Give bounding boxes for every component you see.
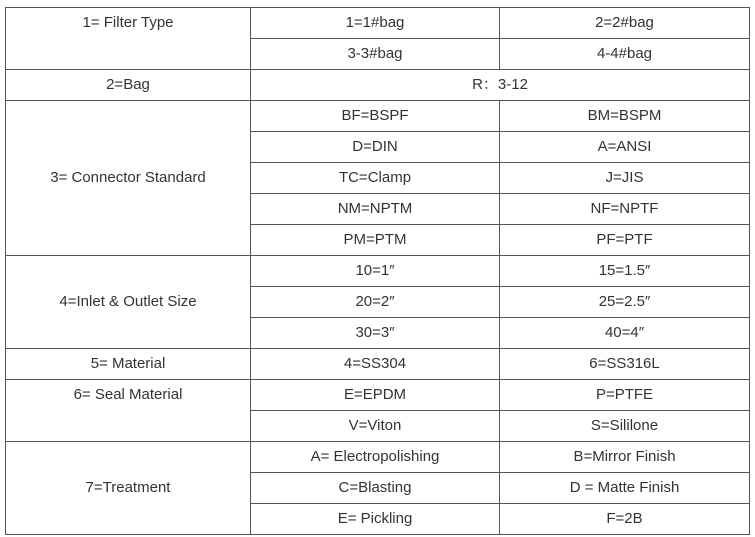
treatment-value: B=Mirror Finish — [500, 442, 750, 473]
inlet-outlet-size-value: 25=2.5″ — [500, 287, 750, 318]
inlet-outlet-size-value: 30=3″ — [251, 318, 500, 349]
filter-type-value: 1=1#bag — [251, 8, 500, 39]
table-row — [6, 8, 750, 39]
treatment-label: 7=Treatment — [6, 442, 251, 535]
table-row — [6, 442, 750, 473]
treatment-value: F=2B — [500, 504, 750, 535]
filter-type-label-cell — [6, 8, 251, 70]
connector-standard-value: BF=BSPF — [251, 101, 500, 132]
connector-standard-value: PF=PTF — [500, 225, 750, 256]
inlet-outlet-size-value: 40=4″ — [500, 318, 750, 349]
filter-type-value: 3-3#bag — [251, 39, 500, 70]
seal-material-label-cell — [6, 380, 251, 442]
seal-material-label: 6= Seal Material — [73, 386, 183, 403]
connector-standard-label: 3= Connector Standard — [6, 101, 251, 256]
seal-material-value: E=EPDM — [251, 380, 500, 411]
seal-material-value: S=Sililone — [500, 411, 750, 442]
inlet-outlet-size-value: 15=1.5″ — [500, 256, 750, 287]
treatment-value: D = Matte Finish — [500, 473, 750, 504]
seal-material-value: P=PTFE — [500, 380, 750, 411]
table-row — [6, 380, 750, 411]
treatment-value: A= Electropolishing — [251, 442, 500, 473]
material-value: 4=SS304 — [251, 349, 500, 380]
bag-label: 2=Bag — [6, 70, 251, 101]
filter-type-label: 1= Filter Type — [82, 14, 174, 31]
treatment-value: C=Blasting — [251, 473, 500, 504]
connector-standard-value: NF=NPTF — [500, 194, 750, 225]
connector-standard-value: D=DIN — [251, 132, 500, 163]
table-row — [6, 101, 750, 132]
connector-standard-value: BM=BSPM — [500, 101, 750, 132]
connector-standard-value: J=JIS — [500, 163, 750, 194]
connector-standard-value: NM=NPTM — [251, 194, 500, 225]
connector-standard-value: TC=Clamp — [251, 163, 500, 194]
inlet-outlet-size-value: 20=2″ — [251, 287, 500, 318]
treatment-value: E= Pickling — [251, 504, 500, 535]
filter-type-value: 2=2#bag — [500, 8, 750, 39]
connector-standard-value: A=ANSI — [500, 132, 750, 163]
material-label: 5= Material — [6, 349, 251, 380]
table-row — [6, 349, 750, 380]
inlet-outlet-size-value: 10=1″ — [251, 256, 500, 287]
table-row — [6, 256, 750, 287]
bag-value: R：3-12 — [251, 70, 750, 101]
inlet-outlet-size-label: 4=Inlet & Outlet Size — [6, 256, 251, 349]
table-row — [6, 70, 750, 101]
filter-type-value: 4-4#bag — [500, 39, 750, 70]
material-value: 6=SS316L — [500, 349, 750, 380]
seal-material-value: V=Viton — [251, 411, 500, 442]
connector-standard-value: PM=PTM — [251, 225, 500, 256]
spec-table — [5, 7, 750, 535]
